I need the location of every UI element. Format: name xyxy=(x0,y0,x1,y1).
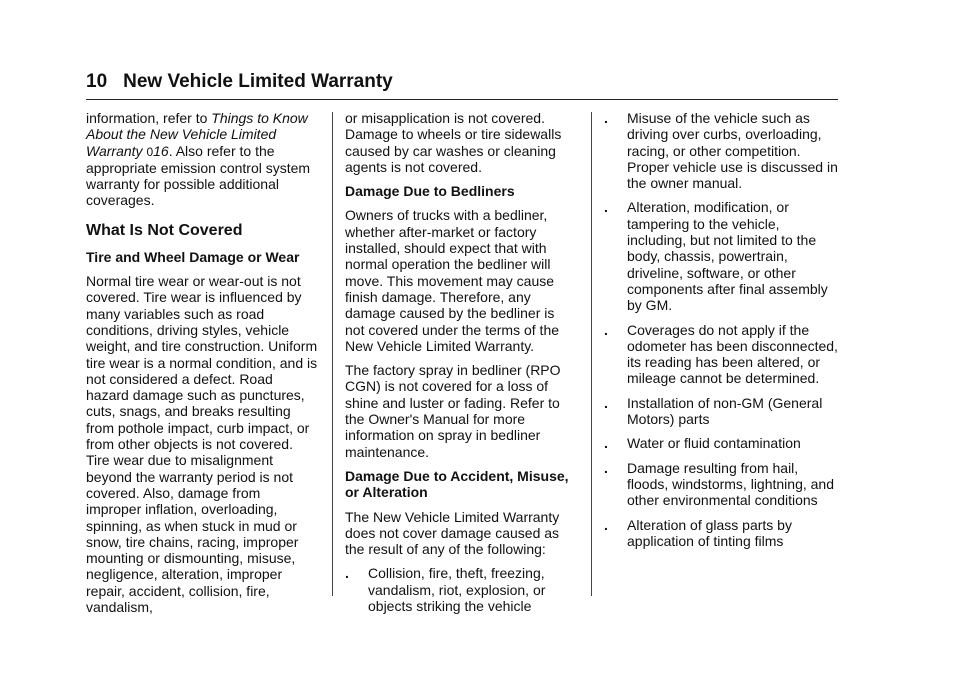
section-heading: What Is Not Covered xyxy=(86,221,243,239)
bullet-icon: . xyxy=(604,321,608,338)
subsection-heading: Damage Due to Bedliners xyxy=(345,183,515,200)
bullet-icon: . xyxy=(604,459,608,476)
list-item: . Collision, fire, theft, freezing, vandalism, riot, explosion, or objects striking the vehicle xyxy=(345,565,546,615)
continuation-paragraph: or misapplication is not covered. Damage to wheels or tire sidewalls caused by car washes or cleaning agents is not covered. xyxy=(345,110,562,175)
list-item: . Alteration of glass parts by application of tinting films xyxy=(604,516,792,549)
bedliner-paragraph: Owners of trucks with a bedliner, whether after-market or factory installed, should expect that with normal operation the bedliner will move. This movement may cause finish damage. Therefore, any damage caused by the bedliner is not covered under the terms of the New Vehicle Limited Warranty. xyxy=(345,207,560,354)
subsection-heading: Tire and Wheel Damage or Wear xyxy=(86,248,300,265)
column-3 xyxy=(604,110,838,557)
list-item: . Misuse of the vehicle such as driving over curbs, overloading, racing, or other competition. Proper vehicle use is discussed in the owner manual. xyxy=(604,110,838,192)
column-divider xyxy=(332,112,333,596)
column-divider xyxy=(591,112,592,596)
list-item: . Coverages do not apply if the odometer has been disconnected, its reading has been altered, or mileage cannot be determined. xyxy=(604,321,838,387)
page-reference-icon: 0 xyxy=(146,144,154,159)
bullet-icon: . xyxy=(604,199,608,216)
list-item: . Installation of non-GM (General Motors) parts xyxy=(604,394,823,428)
list-item: . Alteration, modification, or tampering to the vehicle, including, but not limited to the body, chassis, powertrain, driveline, software, or other components after final assembly by GM. xyxy=(604,199,828,314)
accident-paragraph: The New Vehicle Limited Warranty does not cover damage caused as the result of any of the following: xyxy=(345,508,560,558)
page-number: 10 xyxy=(86,71,108,92)
column-2 xyxy=(345,110,577,622)
bullet-icon: . xyxy=(604,435,608,452)
subsection-heading: Damage Due to Accident, Misuse, or Alteration xyxy=(345,467,569,501)
intro-paragraph: information, refer to Things to Know About the New Vehicle Limited Warranty 016. Also refer to the appropriate emission control system warranty for possible additional coverages. xyxy=(86,110,311,209)
list-item: . Damage resulting from hail, floods, windstorms, lightning, and other environmental conditions xyxy=(604,459,834,509)
tire-wear-paragraph: Normal tire wear or wear-out is not covered. Tire wear is influenced by many variables such as road conditions, driving styles, vehicle weight, and tire construction. Uniform tire wear is a normal condition, and is not considered a defect. Road hazard damage such as punctures, cuts, snags, and breaks resulting from pothole impact, curb impact, or from other objects is not covered. Tire wear due to misalignment beyond the warranty period is not covered. Also, damage from improper inflation, overloading, spinning, as when stuck in mud or snow, tire chains, racing, improper mounting or dismounting, misuse, negligence, alteration, improper repair, accident, collision, fire, vandalism, xyxy=(86,273,318,616)
header-rule xyxy=(86,99,838,100)
column-1 xyxy=(86,110,318,623)
bullet-icon: . xyxy=(604,516,608,533)
list-item: . Water or fluid contamination xyxy=(604,435,801,452)
page-header xyxy=(86,70,838,94)
page-title: New Vehicle Limited Warranty xyxy=(123,71,393,92)
cross-reference-link[interactable]: Things to Know About the New Vehicle Limited Warranty 016 xyxy=(86,110,308,159)
bullet-icon: . xyxy=(345,565,349,582)
bullet-icon: . xyxy=(604,394,608,411)
bullet-icon: . xyxy=(604,110,608,126)
spray-bedliner-paragraph: The factory spray in bedliner (RPO CGN) is not covered for a loss of shine and luster or fading. Refer to the Owner's Manual for more information on spray in bedliner maintenance. xyxy=(345,362,561,460)
